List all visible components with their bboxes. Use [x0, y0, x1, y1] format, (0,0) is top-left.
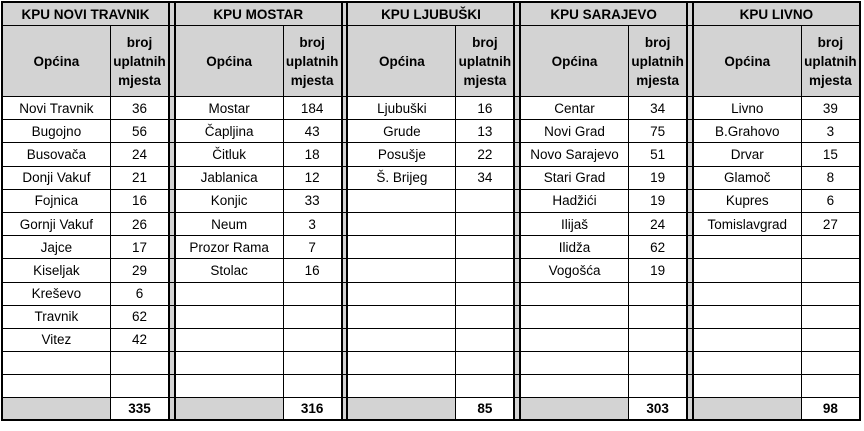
- broj-header: broj uplatnih mjesta: [628, 26, 687, 97]
- broj-cell: [628, 282, 687, 305]
- broj-cell: [628, 352, 687, 375]
- broj-cell: [110, 352, 169, 375]
- opcina-cell: [520, 305, 628, 328]
- broj-header: broj uplatnih mjesta: [456, 26, 515, 97]
- broj-cell: 19: [628, 259, 687, 282]
- opcina-cell: [175, 375, 283, 398]
- broj-cell: 6: [110, 282, 169, 305]
- opcina-cell: Livno: [693, 97, 801, 120]
- broj-cell: [628, 328, 687, 351]
- opcina-cell: Čapljina: [175, 120, 283, 143]
- opcina-cell: [2, 375, 110, 398]
- broj-cell: 56: [110, 120, 169, 143]
- opcina-cell: Posušje: [347, 143, 455, 166]
- opcina-cell: B.Grahovo: [693, 120, 801, 143]
- opcina-cell: Drvar: [693, 143, 801, 166]
- total-label-cell: [175, 398, 283, 421]
- table-row: [2, 259, 860, 282]
- opcina-header: Općina: [347, 26, 455, 97]
- total-value: 335: [110, 398, 169, 421]
- broj-cell: [628, 375, 687, 398]
- broj-cell: 19: [628, 166, 687, 189]
- broj-cell: 6: [801, 189, 860, 212]
- group-title: KPU LJUBUŠKI: [347, 2, 514, 26]
- opcina-cell: Vogošća: [520, 259, 628, 282]
- opcina-header: Općina: [520, 26, 628, 97]
- opcina-cell: [347, 236, 455, 259]
- opcina-cell: [520, 282, 628, 305]
- opcina-cell: [520, 328, 628, 351]
- broj-cell: [456, 352, 515, 375]
- table-row: [2, 352, 860, 375]
- broj-cell: 19: [628, 189, 687, 212]
- opcina-cell: [520, 375, 628, 398]
- broj-cell: 75: [628, 120, 687, 143]
- broj-cell: 22: [456, 143, 515, 166]
- broj-cell: 36: [110, 97, 169, 120]
- broj-cell: 8: [801, 166, 860, 189]
- table-row: [2, 212, 860, 235]
- broj-cell: [801, 305, 860, 328]
- opcina-cell: Hadžići: [520, 189, 628, 212]
- broj-cell: 13: [456, 120, 515, 143]
- opcina-cell: Stari Grad: [520, 166, 628, 189]
- broj-cell: 62: [628, 236, 687, 259]
- broj-cell: [456, 328, 515, 351]
- group-title-row: [2, 2, 860, 26]
- opcina-cell: Prozor Rama: [175, 236, 283, 259]
- table-row: [2, 166, 860, 189]
- opcina-cell: [175, 305, 283, 328]
- opcina-cell: Tomislavgrad: [693, 212, 801, 235]
- opcina-cell: Konjic: [175, 189, 283, 212]
- opcina-cell: [693, 282, 801, 305]
- opcina-cell: Kupres: [693, 189, 801, 212]
- broj-cell: [456, 375, 515, 398]
- broj-cell: 29: [110, 259, 169, 282]
- opcina-header: Općina: [175, 26, 283, 97]
- opcina-cell: Kreševo: [2, 282, 110, 305]
- broj-cell: [283, 328, 342, 351]
- opcina-cell: [347, 212, 455, 235]
- opcina-cell: Jablanica: [175, 166, 283, 189]
- broj-cell: [456, 212, 515, 235]
- broj-cell: [456, 305, 515, 328]
- broj-header: broj uplatnih mjesta: [283, 26, 342, 97]
- opcina-cell: [347, 189, 455, 212]
- total-label-cell: [2, 398, 110, 421]
- opcina-cell: [347, 259, 455, 282]
- broj-cell: [283, 352, 342, 375]
- table-row: [2, 328, 860, 351]
- opcina-cell: Neum: [175, 212, 283, 235]
- group-title: KPU MOSTAR: [175, 2, 342, 26]
- opcina-cell: [693, 328, 801, 351]
- opcina-cell: [175, 352, 283, 375]
- opcina-cell: Centar: [520, 97, 628, 120]
- broj-cell: [456, 259, 515, 282]
- opcina-cell: [175, 328, 283, 351]
- total-label-cell: [347, 398, 455, 421]
- opcina-cell: Jajce: [2, 236, 110, 259]
- broj-cell: 27: [801, 212, 860, 235]
- opcina-cell: [693, 305, 801, 328]
- broj-cell: 12: [283, 166, 342, 189]
- broj-cell: 7: [283, 236, 342, 259]
- broj-cell: [801, 352, 860, 375]
- broj-cell: [801, 282, 860, 305]
- opcina-cell: Mostar: [175, 97, 283, 120]
- broj-cell: [110, 375, 169, 398]
- broj-cell: [801, 375, 860, 398]
- table-row: [2, 282, 860, 305]
- opcina-cell: [175, 282, 283, 305]
- broj-cell: 26: [110, 212, 169, 235]
- broj-cell: [628, 305, 687, 328]
- broj-cell: [283, 282, 342, 305]
- broj-cell: 21: [110, 166, 169, 189]
- broj-header: broj uplatnih mjesta: [110, 26, 169, 97]
- broj-cell: [801, 259, 860, 282]
- opcina-cell: Donji Vakuf: [2, 166, 110, 189]
- broj-cell: 24: [110, 143, 169, 166]
- broj-cell: 39: [801, 97, 860, 120]
- table-row: [2, 236, 860, 259]
- opcina-cell: Novi Grad: [520, 120, 628, 143]
- opcina-cell: [693, 375, 801, 398]
- opcina-cell: Stolac: [175, 259, 283, 282]
- opcina-cell: Kiseljak: [2, 259, 110, 282]
- opcina-cell: Glamoč: [693, 166, 801, 189]
- broj-cell: 18: [283, 143, 342, 166]
- total-value: 98: [801, 398, 860, 421]
- total-label-cell: [693, 398, 801, 421]
- broj-cell: 16: [110, 189, 169, 212]
- broj-cell: 24: [628, 212, 687, 235]
- opcina-cell: [347, 305, 455, 328]
- broj-cell: 42: [110, 328, 169, 351]
- broj-cell: [456, 282, 515, 305]
- opcina-cell: Gornji Vakuf: [2, 212, 110, 235]
- opcina-cell: Travnik: [2, 305, 110, 328]
- broj-cell: 16: [283, 259, 342, 282]
- opcina-cell: [347, 328, 455, 351]
- broj-cell: [801, 328, 860, 351]
- total-value: 316: [283, 398, 342, 421]
- broj-cell: 184: [283, 97, 342, 120]
- broj-cell: [283, 305, 342, 328]
- opcina-cell: Ilidža: [520, 236, 628, 259]
- opcina-cell: Vitez: [2, 328, 110, 351]
- column-header-row: [2, 26, 860, 97]
- opcina-cell: Čitluk: [175, 143, 283, 166]
- group-title: KPU LIVNO: [693, 2, 860, 26]
- opcina-cell: Novo Sarajevo: [520, 143, 628, 166]
- opcina-header: Općina: [2, 26, 110, 97]
- kpu-table: [1, 1, 861, 421]
- total-value: 85: [456, 398, 515, 421]
- opcina-cell: Fojnica: [2, 189, 110, 212]
- broj-cell: [283, 375, 342, 398]
- opcina-cell: [2, 352, 110, 375]
- broj-cell: [801, 236, 860, 259]
- opcina-cell: Bugojno: [2, 120, 110, 143]
- broj-cell: 51: [628, 143, 687, 166]
- total-value: 303: [628, 398, 687, 421]
- opcina-cell: [520, 352, 628, 375]
- broj-cell: 33: [283, 189, 342, 212]
- group-title: KPU NOVI TRAVNIK: [2, 2, 169, 26]
- group-title: KPU SARAJEVO: [520, 2, 687, 26]
- opcina-cell: Novi Travnik: [2, 97, 110, 120]
- opcina-header: Općina: [693, 26, 801, 97]
- broj-cell: 34: [628, 97, 687, 120]
- total-row: [2, 398, 860, 421]
- opcina-cell: Ilijaš: [520, 212, 628, 235]
- opcina-cell: Š. Brijeg: [347, 166, 455, 189]
- broj-cell: 3: [801, 120, 860, 143]
- broj-header: broj uplatnih mjesta: [801, 26, 860, 97]
- opcina-cell: Busovača: [2, 143, 110, 166]
- opcina-cell: [693, 236, 801, 259]
- table-row: [2, 189, 860, 212]
- table-row: [2, 97, 860, 120]
- opcina-cell: [693, 352, 801, 375]
- broj-cell: [456, 236, 515, 259]
- table-row: [2, 120, 860, 143]
- opcina-cell: [347, 282, 455, 305]
- broj-cell: 34: [456, 166, 515, 189]
- opcina-cell: Ljubuški: [347, 97, 455, 120]
- broj-cell: 3: [283, 212, 342, 235]
- table-row: [2, 375, 860, 398]
- table-row: [2, 143, 860, 166]
- opcina-cell: [347, 375, 455, 398]
- opcina-cell: Grude: [347, 120, 455, 143]
- broj-cell: 43: [283, 120, 342, 143]
- broj-cell: 17: [110, 236, 169, 259]
- table-row: [2, 305, 860, 328]
- opcina-cell: [693, 259, 801, 282]
- opcina-cell: [347, 352, 455, 375]
- total-label-cell: [520, 398, 628, 421]
- broj-cell: 16: [456, 97, 515, 120]
- broj-cell: 15: [801, 143, 860, 166]
- broj-cell: [456, 189, 515, 212]
- broj-cell: 62: [110, 305, 169, 328]
